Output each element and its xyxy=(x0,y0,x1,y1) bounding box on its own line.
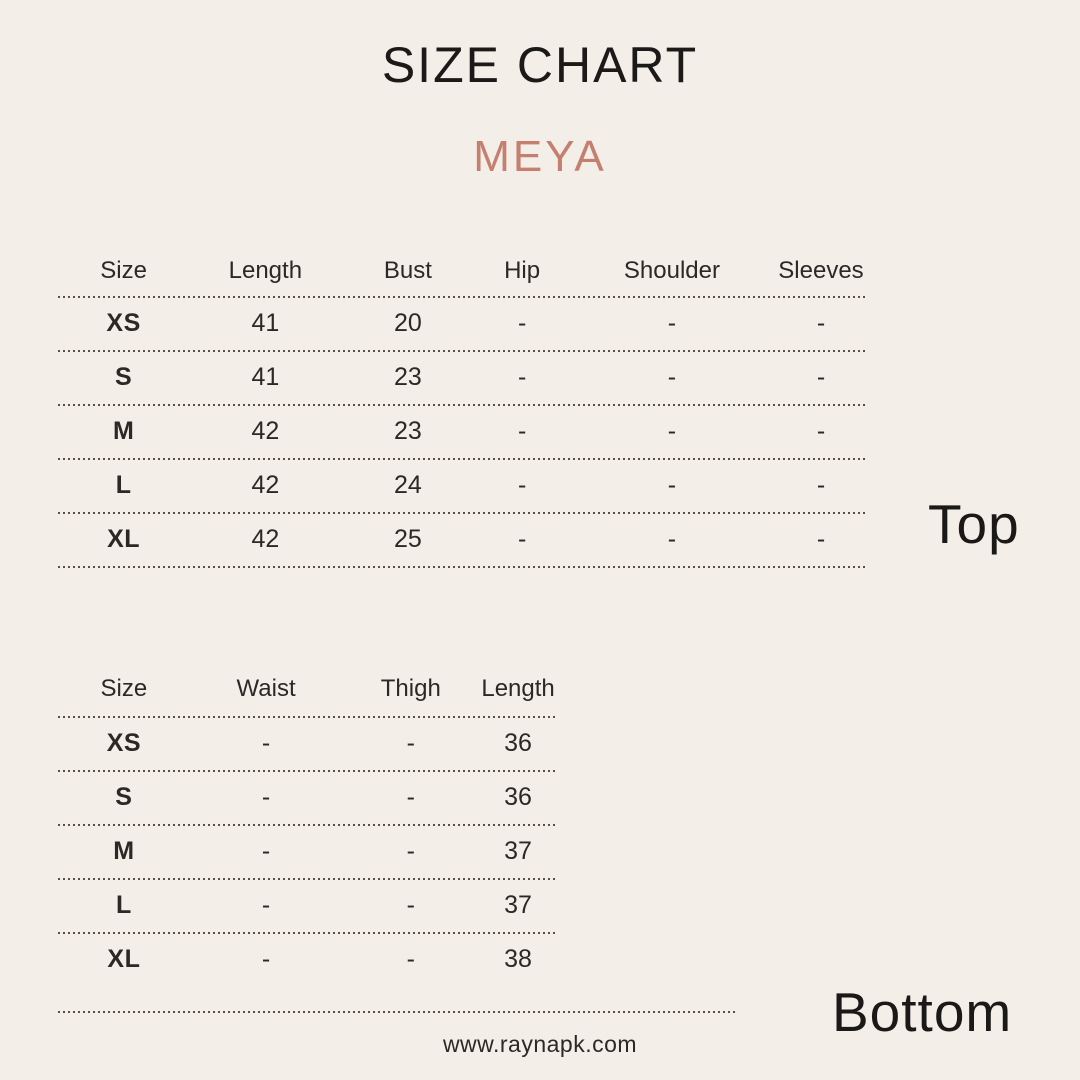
value-cell: 41 xyxy=(251,363,280,392)
size-table-top xyxy=(58,245,868,568)
value-cell: - xyxy=(517,417,527,446)
size-label: S xyxy=(115,783,133,812)
column-header: Shoulder xyxy=(623,256,720,284)
value-cell: 38 xyxy=(504,945,532,974)
value-cell: 41 xyxy=(251,309,280,338)
value-cell: - xyxy=(667,417,677,446)
website-url: www.raynapk.com xyxy=(442,1031,638,1057)
value-cell: - xyxy=(406,783,415,812)
value-cell: 42 xyxy=(251,417,280,446)
value-cell: - xyxy=(406,729,415,758)
value-cell: - xyxy=(517,525,527,554)
table-header-row xyxy=(58,662,557,716)
brand-name: MEYA xyxy=(473,132,607,181)
section-label-top: Top xyxy=(928,493,1020,555)
size-label: S xyxy=(115,363,133,392)
value-cell: - xyxy=(816,471,826,500)
value-cell: 37 xyxy=(504,837,532,866)
column-header: Length xyxy=(228,256,303,284)
value-cell: 23 xyxy=(393,417,422,446)
page-title: SIZE CHART xyxy=(381,37,699,93)
column-header: Size xyxy=(100,675,148,702)
size-label: L xyxy=(115,471,132,500)
value-cell: - xyxy=(406,837,415,866)
value-cell: - xyxy=(261,891,271,920)
section-label-bottom: Bottom xyxy=(832,981,1013,1043)
size-label: M xyxy=(113,837,135,866)
table-row xyxy=(58,352,868,405)
value-cell: 37 xyxy=(504,891,532,920)
column-header: Bust xyxy=(383,256,432,284)
value-cell: - xyxy=(667,471,677,500)
size-table-bottom xyxy=(58,662,557,986)
table-row xyxy=(58,718,557,771)
value-cell: - xyxy=(261,945,271,974)
value-cell: 42 xyxy=(251,471,280,500)
value-cell: - xyxy=(261,729,271,758)
column-header: Waist xyxy=(236,675,296,702)
table-row xyxy=(58,880,557,933)
table-row xyxy=(58,934,557,987)
value-cell: - xyxy=(517,363,527,392)
value-cell: - xyxy=(406,945,415,974)
value-cell: - xyxy=(261,783,271,812)
size-label: XL xyxy=(107,525,141,554)
value-cell: - xyxy=(816,363,826,392)
value-cell: - xyxy=(667,309,677,338)
table-row xyxy=(58,298,868,351)
size-label: XL xyxy=(107,945,141,974)
value-cell: - xyxy=(261,837,271,866)
table-row xyxy=(58,460,868,513)
value-cell: 25 xyxy=(393,525,422,554)
value-cell: - xyxy=(406,891,415,920)
bottom-table-final-divider xyxy=(58,1011,738,1013)
value-cell: 36 xyxy=(504,729,532,758)
column-header: Sleeves xyxy=(778,256,864,284)
column-header: Size xyxy=(100,256,147,284)
value-cell: - xyxy=(667,525,677,554)
value-cell: - xyxy=(517,309,527,338)
value-cell: - xyxy=(816,417,826,446)
table-row xyxy=(58,406,868,459)
table-row xyxy=(58,826,557,879)
size-label: XS xyxy=(106,729,142,758)
size-label: M xyxy=(112,417,135,446)
value-cell: - xyxy=(816,309,826,338)
value-cell: 36 xyxy=(504,783,532,812)
table-header-row xyxy=(58,245,868,296)
value-cell: - xyxy=(517,471,527,500)
value-cell: - xyxy=(667,363,677,392)
column-header: Thigh xyxy=(380,675,441,702)
column-header: Hip xyxy=(504,256,541,284)
size-label: L xyxy=(115,891,132,920)
table-row xyxy=(58,772,557,825)
value-cell: 23 xyxy=(393,363,422,392)
table-row xyxy=(58,514,868,567)
column-header: Length xyxy=(481,675,555,702)
value-cell: 24 xyxy=(393,471,422,500)
row-divider xyxy=(58,566,868,568)
value-cell: 42 xyxy=(251,525,280,554)
value-cell: 20 xyxy=(393,309,422,338)
size-label: XS xyxy=(106,309,141,338)
value-cell: - xyxy=(816,525,826,554)
